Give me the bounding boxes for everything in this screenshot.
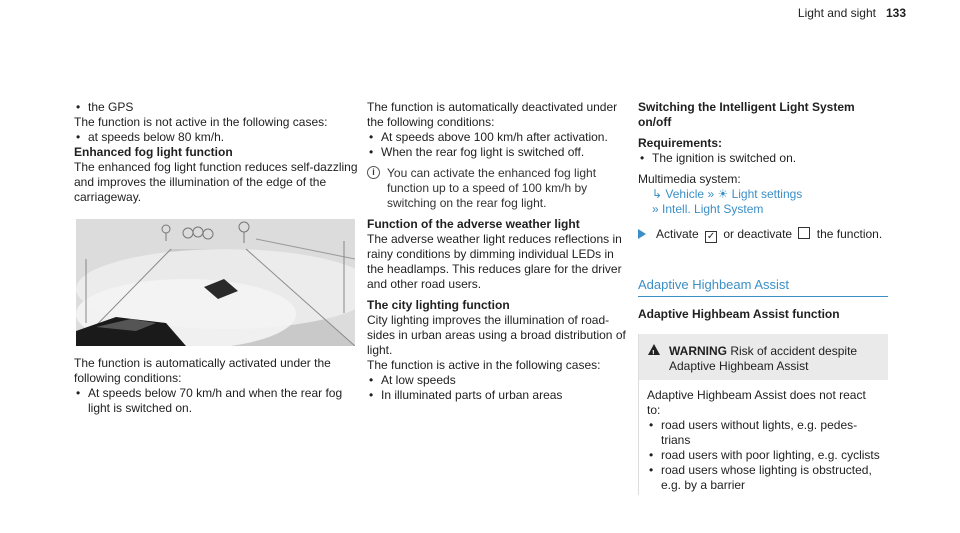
column-3 [638, 100, 888, 495]
bullet-no-lights: • road users without lights, e.g. pedes-trians [647, 418, 880, 448]
bullet-speed-70: • At speeds below 70 km/h and when the rear fog light is switched on. [74, 386, 359, 416]
action-step [638, 227, 888, 243]
bullet-urban: • In illuminated parts of urban areas [367, 388, 629, 403]
bullet-speed-100: • At speeds above 100 km/h after activation. [367, 130, 629, 145]
bullet-poor-lighting: • road users with poor lighting, e.g. cyclists [647, 448, 880, 463]
headlamp-icon: ☀ [717, 187, 729, 201]
requirements-label: Requirements: [638, 136, 723, 150]
auto-activated-text: The function is automatically activated under the following conditions: [74, 356, 331, 385]
note [367, 166, 629, 211]
warning-text: Adaptive Highbeam Assist does not react to: [647, 388, 866, 417]
warning-box [638, 334, 888, 495]
adverse-text: The adverse weather light reduces reflections in rainy conditions by dimming individual LEDs in the headlamps. This reduces glare for the driver and other road users. [367, 232, 622, 291]
path-vehicle: Vehicle [665, 187, 705, 201]
warning-title: Risk of accident despite Adaptive Highbeam Assist [669, 344, 858, 373]
bullet-obstructed: • road users whose lighting is obstructed, e.g. by a barrier [647, 463, 880, 493]
switch-heading: Switching the Intelligent Light System on/off [638, 100, 855, 129]
bullet-speed-80: • at speeds below 80 km/h. [74, 130, 359, 145]
double-chevron-icon: » [707, 187, 715, 201]
auto-deactivated-text: The function is automatically deactivated under the following conditions: [367, 100, 618, 129]
info-icon: i [367, 166, 380, 179]
action-arrow-icon [638, 229, 646, 239]
fog-light-illustration [76, 219, 355, 346]
bullet-gps: • the GPS [74, 100, 359, 115]
not-active-intro: The function is not active in the following cases: [74, 115, 328, 129]
bullet-rear-off: • When the rear fog light is switched off. [367, 145, 629, 160]
action-activate: Activate [656, 227, 699, 241]
warning-label: WARNING [669, 344, 727, 358]
double-chevron-icon-2: » [652, 202, 659, 216]
empty-box-icon [798, 227, 810, 239]
section-title: Adaptive Highbeam Assist [638, 277, 888, 297]
warning-header [639, 334, 888, 380]
city-text: City lighting improves the illumination of road-sides in urban areas using a broad distribution of light. [367, 313, 626, 357]
action-or-deactivate: or deactivate [723, 227, 793, 241]
menu-path-line1 [638, 187, 888, 202]
path-intell-light: Intell. Light System [662, 202, 764, 216]
column-2 [367, 100, 629, 403]
city-heading: The city lighting function [367, 298, 510, 312]
function-heading: Adaptive Highbeam Assist function [638, 307, 840, 321]
path-light-settings: Light settings [731, 187, 803, 201]
warning-icon: ! [648, 344, 660, 355]
bullet-ignition: • The ignition is switched on. [638, 151, 888, 166]
warning-body [639, 380, 888, 495]
active-intro: The function is active in the following cases: [367, 358, 601, 372]
page-header [798, 6, 906, 21]
adverse-heading: Function of the adverse weather light [367, 217, 580, 231]
enhanced-fog-text: The enhanced fog light function reduces self-dazzling and improves the illumination of the edge of the carriageway. [74, 160, 358, 204]
note-text: You can activate the enhanced fog light function up to a speed of 100 km/h by switching on the rear fog light. [387, 166, 597, 210]
page-number: 133 [885, 6, 906, 20]
action-the-function: the function. [816, 227, 883, 241]
multimedia-label: Multimedia system: [638, 172, 741, 186]
return-arrow-icon: ↳ [652, 187, 663, 201]
section-title-header: Light and sight [797, 6, 876, 20]
fog-road-scene [76, 219, 355, 346]
bullet-low-speeds: • At low speeds [367, 373, 629, 388]
enhanced-fog-heading: Enhanced fog light function [74, 145, 233, 159]
column-1 [74, 100, 359, 416]
menu-path-line2 [638, 202, 888, 217]
checked-box-icon: ✓ [706, 231, 716, 242]
